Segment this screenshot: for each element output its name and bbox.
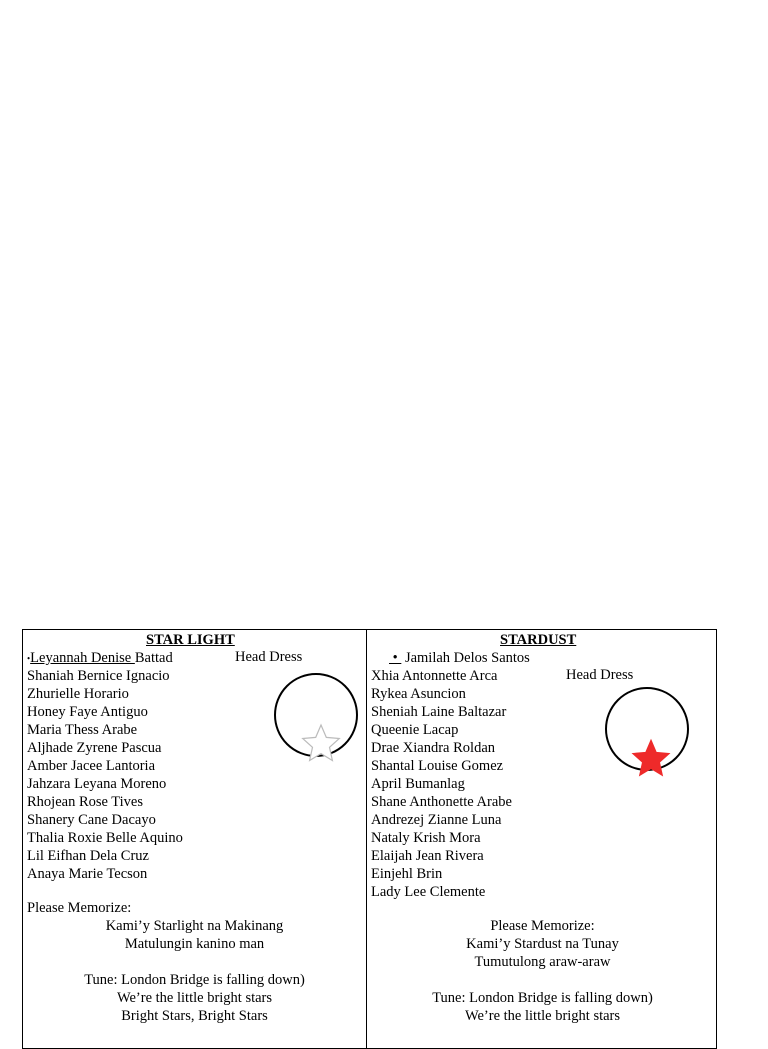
left-head-dress-label: Head Dress <box>235 649 303 665</box>
left-name-item: Thalia Roxie Belle Aquino <box>27 830 183 846</box>
left-name-item: Anaya Marie Tecson <box>27 866 148 882</box>
left-name-item: Lil Eifhan Dela Cruz <box>27 848 149 864</box>
left-name-item: Shanery Cane Dacayo <box>27 812 156 828</box>
right-name-item: Xhia Antonnette Arca <box>371 668 498 684</box>
right-title: STARDUST <box>500 632 577 648</box>
column-divider <box>366 630 367 1048</box>
left-motto-line-2: Matulungin kanino man <box>124 936 265 952</box>
left-name-item: Rhojean Rose Tives <box>27 794 144 810</box>
left-name-item: Aljhade Zyrene Pascua <box>27 740 162 756</box>
group-table <box>22 629 717 1049</box>
left-bullet: • <box>27 653 31 664</box>
right-name-item: Elaijah Jean Rivera <box>371 848 484 864</box>
left-head-dress-icon <box>273 672 363 772</box>
right-first: Jamilah Delos Santos <box>404 650 530 666</box>
left-name-item: Honey Faye Antiguo <box>27 704 148 720</box>
left-first-rest: Battad <box>134 650 173 666</box>
right-name-item: Lady Lee Clemente <box>371 884 486 900</box>
left-name-item: Jahzara Leyana Moreno <box>27 776 167 792</box>
left-title: STAR LIGHT <box>146 632 235 648</box>
right-name-item: Rykea Asuncion <box>371 686 466 702</box>
right-motto-line-1: Kami’y Stardust na Tunay <box>466 936 619 952</box>
right-name-item: Sheniah Laine Baltazar <box>371 704 507 720</box>
right-head-dress-icon <box>605 687 695 787</box>
right-tune: Tune: London Bridge is falling down) <box>432 990 653 1006</box>
right-memorize-label: Please Memorize: <box>490 918 595 934</box>
right-name-item: Shantal Louise Gomez <box>371 758 504 774</box>
right-name-item: Nataly Krish Mora <box>371 830 481 846</box>
left-tune: Tune: London Bridge is falling down) <box>84 972 305 988</box>
left-name-item: Amber Jacee Lantoria <box>27 758 156 774</box>
right-song-line-1: We’re the little bright stars <box>464 1008 621 1024</box>
left-memorize-label: Please Memorize: <box>27 900 132 916</box>
left-song-line-2: Bright Stars, Bright Stars <box>121 1008 268 1024</box>
left-name-item: Maria Thess Arabe <box>27 722 138 738</box>
right-name-item: Queenie Lacap <box>371 722 459 738</box>
left-name-item: Shaniah Bernice Ignacio <box>27 668 170 684</box>
right-head-dress-label: Head Dress <box>566 667 634 683</box>
right-name-item: Shane Anthonette Arabe <box>371 794 512 810</box>
right-name-item: Einjehl Brin <box>371 866 443 882</box>
right-motto-line-2: Tumutulong araw-araw <box>474 954 611 970</box>
left-first-name <box>27 649 173 668</box>
right-bullet: • <box>389 650 402 666</box>
left-motto-line-1: Kami’y Starlight na Makinang <box>105 918 284 934</box>
left-first-underlined: Leyannah Denise <box>30 650 135 666</box>
right-first-name <box>389 649 530 667</box>
left-song-line-1: We’re the little bright stars <box>116 990 273 1006</box>
right-name-item: April Bumanlag <box>371 776 465 792</box>
right-name-item: Andrezej Zianne Luna <box>371 812 502 828</box>
left-name-item: Zhurielle Horario <box>27 686 129 702</box>
right-name-item: Drae Xiandra Roldan <box>371 740 496 756</box>
